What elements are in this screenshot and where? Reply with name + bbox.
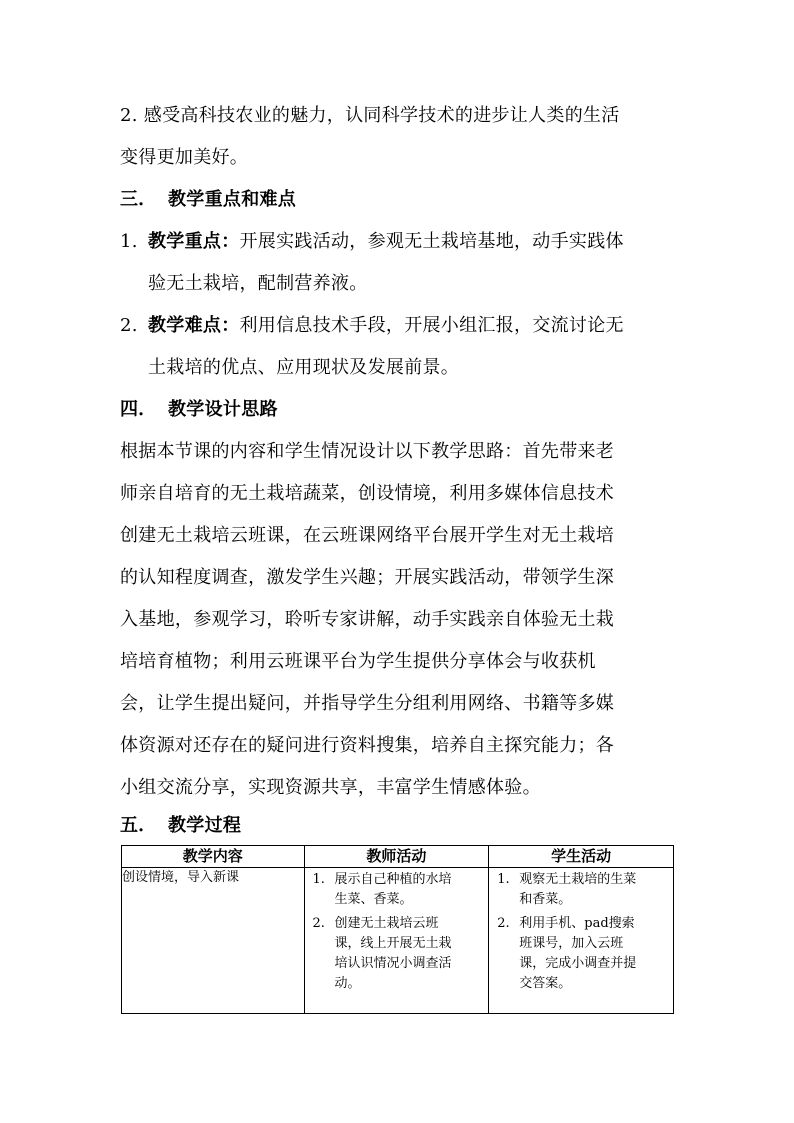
section3-number: 三． xyxy=(120,189,157,210)
student-activity-list xyxy=(489,870,673,994)
section3-item2-label: 教学难点： xyxy=(148,315,240,336)
section3-item1-line2: 验无土栽培，配制营养液。 xyxy=(148,273,368,294)
table-header-student: 学生活动 xyxy=(489,846,674,868)
section5-heading xyxy=(120,814,241,838)
section3-item1-label: 教学重点： xyxy=(148,231,240,252)
teaching-process-table xyxy=(121,845,674,1014)
section3-item1-number: 1. xyxy=(120,231,138,252)
list-item-number: 1. xyxy=(312,872,325,887)
section3-item1-line1 xyxy=(120,230,624,254)
list-item xyxy=(489,914,637,994)
section3-item2-number: 2. xyxy=(120,315,138,336)
section4-para-line: 会，让学生提出疑问，并指导学生分组利用网络、书籍等多媒 xyxy=(120,693,615,714)
table-header-content: 教学内容 xyxy=(122,846,305,868)
section4-heading xyxy=(120,398,278,422)
list-item xyxy=(305,870,453,910)
teacher-activity-list xyxy=(305,870,489,994)
table-cell-student xyxy=(489,868,674,1014)
section5-title: 教学过程 xyxy=(168,815,242,836)
list-item-text: 创建无土栽培云班课，线上开展无土栽培认识情况小调查活动。 xyxy=(334,916,452,991)
section4-title: 教学设计思路 xyxy=(168,399,278,420)
list-item-number: 2. xyxy=(312,916,325,931)
section3-title: 教学重点和难点 xyxy=(168,189,297,210)
section4-para-line: 根据本节课的内容和学生情况设计以下教学思路：首先带来老 xyxy=(120,441,615,462)
section5-number: 五． xyxy=(120,815,157,836)
list-item-text: 观察无土栽培的生菜和香菜。 xyxy=(519,872,637,907)
list-item-text: 利用手机、pad搜索班课号，加入云班课，完成小调查并提交答案。 xyxy=(519,916,637,991)
list-item xyxy=(489,870,637,910)
section4-para-line: 创建无土栽培云班课，在云班课网络平台展开学生对无土栽培 xyxy=(120,525,615,546)
section4-para-line: 培培育植物；利用云班课平台为学生提供分享体会与收获机 xyxy=(120,651,596,672)
section3-item2-text: 利用信息技术手段，开展小组汇报，交流讨论无 xyxy=(239,315,624,336)
section4-para-line: 小组交流分享，实现资源共享，丰富学生情感体验。 xyxy=(120,777,541,798)
section3-item1-text: 开展实践活动，参观无土栽培基地，动手实践体 xyxy=(239,231,624,252)
section4-para-line: 入基地，参观学习，聆听专家讲解，动手实践亲自体验无土栽 xyxy=(120,609,615,630)
section4-para-line: 的认知程度调查，激发学生兴趣；开展实践活动，带领学生深 xyxy=(120,567,615,588)
table-cell-content: 创设情境，导入新课 xyxy=(122,868,305,1014)
section4-number: 四． xyxy=(120,399,157,420)
list-item-text: 展示自己种植的水培生菜、香菜。 xyxy=(334,872,452,907)
list-item-number: 1. xyxy=(497,872,510,887)
section3-item2-line2: 土栽培的优点、应用现状及发展前景。 xyxy=(148,357,460,378)
section4-para-line: 体资源对还存在的疑问进行资料搜集，培养自主探究能力；各 xyxy=(120,735,615,756)
section4-para-line: 师亲自培育的无土栽培蔬菜，创设情境，利用多媒体信息技术 xyxy=(120,483,615,504)
list-item-number: 2. xyxy=(497,916,510,931)
section3-heading xyxy=(120,188,296,212)
goal2-line1: 2. 感受高科技农业的魅力，认同科学技术的进步让人类的生活 xyxy=(120,105,620,126)
list-item xyxy=(305,914,453,994)
table-header-teacher: 教师活动 xyxy=(304,846,489,868)
goal2-line2: 变得更加美好。 xyxy=(120,147,249,168)
section3-item2-line1 xyxy=(120,314,624,338)
table-row xyxy=(122,868,674,1014)
table-header-row xyxy=(122,846,674,868)
table-cell-teacher xyxy=(304,868,489,1014)
